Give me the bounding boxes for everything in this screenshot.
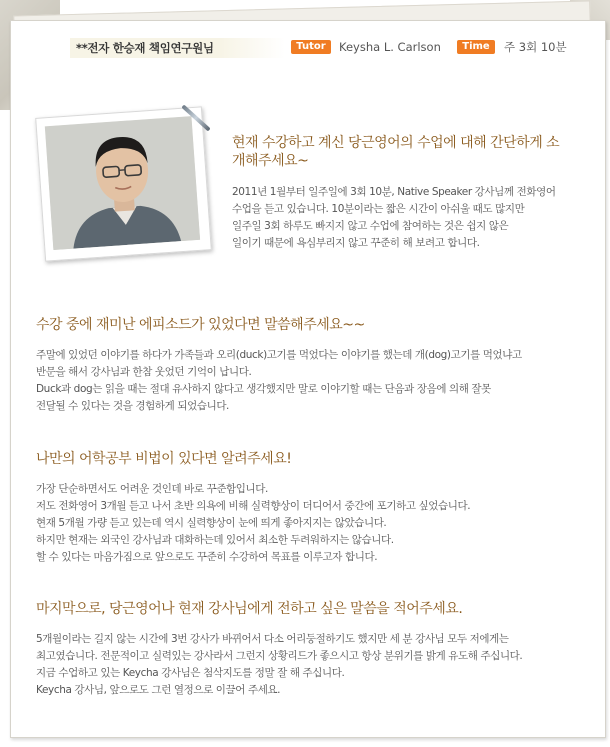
answer-line: 전달될 수 있다는 것을 경험하게 되었습니다. xyxy=(36,400,229,412)
answer-line: 일이기 때문에 욕심부리지 않고 꾸준히 해 보려고 합니다. xyxy=(232,237,480,249)
student-name: **전자 한승재 책임연구원님 xyxy=(70,38,285,58)
answer-line: 주말에 있었던 이야기를 하다가 가족들과 오리(duck)고기를 먹었다는 이야기를 했는데 개(dog)고기를 먹었냐고 xyxy=(36,349,522,361)
answer-line: 할 수 있다는 마음가짐으로 앞으로도 꾸준히 수강하여 목표를 이루고자 합니다. xyxy=(36,551,378,563)
section-question xyxy=(36,316,576,334)
section-question xyxy=(36,600,596,618)
question-text: 현재 수강하고 계신 당근영어의 수업에 대해 간단하게 소개해주세요~ xyxy=(232,135,560,169)
answer-line: Duck과 dog는 읽을 때는 절대 유사하지 않다고 생각했지만 말로 이야기할 때는 단음과 장음에 의해 잘못 xyxy=(36,383,491,395)
answer-line: 지금 수업하고 있는 Keycha 강사님은 첨삭지도를 정말 잘 해 주십니다. xyxy=(36,667,345,679)
time-value: 주 3회 10분 xyxy=(504,40,567,54)
answer-line: 수업을 듣고 있습니다. 10분이라는 짧은 시간이 아쉬울 때도 많지만 xyxy=(232,203,525,215)
section-answer xyxy=(36,631,596,699)
section-question xyxy=(36,450,576,468)
tutor-name: Keysha L. Carlson xyxy=(339,40,441,54)
review-header xyxy=(10,0,604,68)
answer-line: 2011년 1월부터 일주일에 3회 10분, Native Speaker 강사님께 전화영어 xyxy=(232,186,556,198)
student-photo-frame xyxy=(35,106,212,261)
answer-line: 가장 단순하면서도 어려운 것인데 바로 꾸준함입니다. xyxy=(36,483,268,495)
time-badge: Time xyxy=(457,40,495,54)
tutor-badge: Tutor xyxy=(291,40,331,54)
student-photo xyxy=(45,116,200,250)
answer-line: 하지만 현재는 외국인 강사님과 대화하는데 있어서 최소한 두려워하지는 않습니다. xyxy=(36,534,394,546)
answer-line: Keycha 강사님, 앞으로도 그런 열정으로 이끌어 주세요. xyxy=(36,684,281,696)
answer-line: 5개월이라는 길지 않는 시간에 3번 강사가 바뀌어서 다소 어리둥절하기도 했지만 세 분 강사님 모두 저에게는 xyxy=(36,633,509,645)
section-answer xyxy=(36,481,596,566)
answer-line: 저도 전화영어 3개월 듣고 나서 초반 의욕에 비해 실력향상이 더디어서 중간에 포기하고 싶었습니다. xyxy=(36,500,471,512)
section-answer xyxy=(232,184,592,252)
section-question xyxy=(232,134,572,170)
section-answer xyxy=(36,347,596,415)
answer-line: 최고였습니다. 전문적이고 실력있는 강사라서 그런지 상황리드가 좋으시고 항상 분위기를 밝게 유도해 주십니다. xyxy=(36,650,523,662)
person-portrait-icon xyxy=(45,116,200,250)
question-text: 나만의 어학공부 비법이 있다면 알려주세요! xyxy=(36,451,292,467)
question-text: 수강 중에 재미난 에피소드가 있었다면 말씀해주세요~~ xyxy=(36,317,365,333)
answer-line: 현재 5개월 가량 듣고 있는데 역시 실력향상이 눈에 띄게 좋아지지는 않았습니다. xyxy=(36,517,387,529)
answer-line: 일주일 3회 하루도 빠지지 않고 수업에 참여하는 것은 쉽지 않은 xyxy=(232,220,509,232)
answer-line: 반문을 해서 강사님과 한참 웃었던 기억이 납니다. xyxy=(36,366,252,378)
question-text: 마지막으로, 당근영어나 현재 강사님에게 전하고 싶은 말씀을 적어주세요. xyxy=(36,601,463,617)
